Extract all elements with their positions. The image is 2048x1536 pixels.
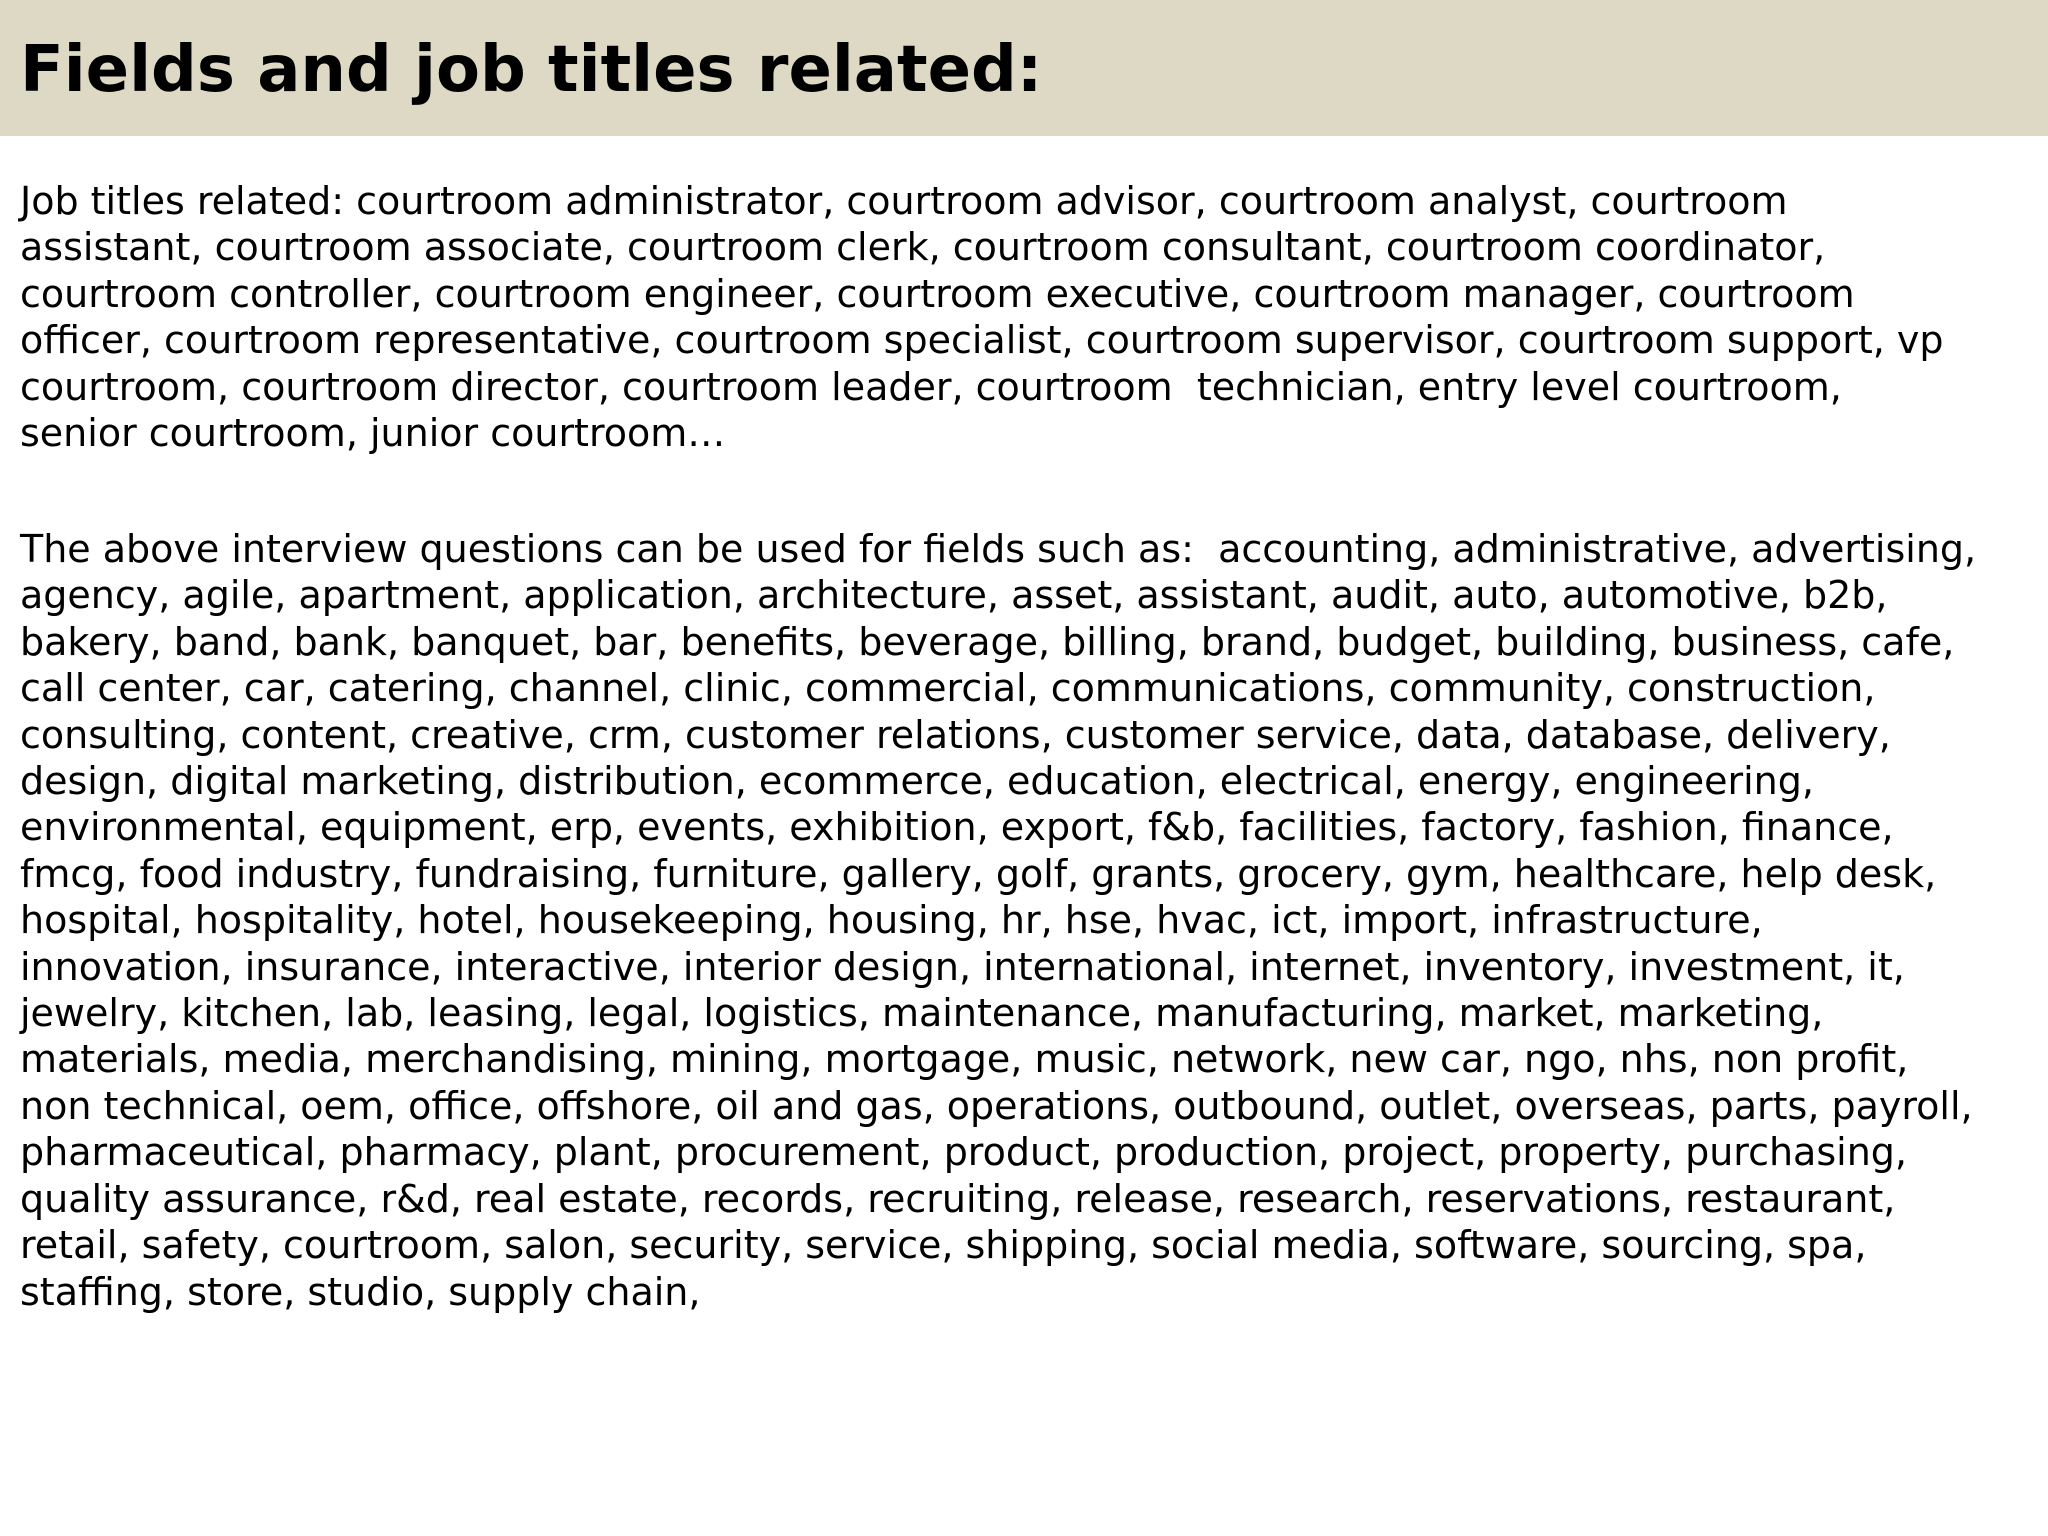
slide-title: Fields and job titles related: bbox=[20, 33, 1043, 107]
job-titles-paragraph: Job titles related: courtroom administrator, courtroom advisor, courtroom analyst, courtroom assistant, courtroom associate, courtroom clerk, courtroom consultant, courtroom coordinator, courtroom controller, courtroom engineer, courtroom executive, courtroom manager, courtroom officer, courtroom representative, courtroom specialist, courtroom supervisor, courtroom support, vp courtroom, courtroom director, courtroom leader, courtroom technician, entry level courtroom, senior courtroom, junior courtroom… bbox=[20, 179, 1944, 456]
fields-paragraph: The above interview questions can be used for fields such as: accounting, administrative, advertising, agency, agile, apartment, application, architecture, asset, assistant, audit, auto, automotive, b2b, bakery, band, bank, banquet, bar, benefits, beverage, billing, brand, budget, building, business, cafe, call center, car, catering, channel, clinic, commercial, communications, community, construction, consulting, content, creative, crm, customer relations, customer service, data, database, delivery, design, digital marketing, distribution, ecommerce, education, electrical, energy, engineering, environmental, equipment, erp, events, exhibition, export, f&b, facilities, factory, fashion, finance, fmcg, food industry, fundraising, furniture, gallery, golf, grants, grocery, gym, healthcare, help desk, hospital, hospitality, hotel, housekeeping, housing, hr, hse, hvac, ict, import, infrastructure, innovation, insurance, interactive, interior design, international, internet, inventory, investment, it, jewelry, kitchen, lab, leasing, legal, logistics, maintenance, manufacturing, market, marketing, materials, media, merchandising, mining, mortgage, music, network, new car, ngo, nhs, non profit, non technical, oem, office, offshore, oil and gas, operations, outbound, outlet, overseas, parts, payroll, pharmaceutical, pharmacy, plant, procurement, product, production, project, property, purchasing, quality assurance, r&d, real estate, records, recruiting, release, research, reservations, restaurant, retail, safety, courtroom, salon, security, service, shipping, social media, software, sourcing, spa, staffing, store, studio, supply chain, bbox=[20, 527, 1977, 1314]
title-bar bbox=[0, 0, 2048, 136]
